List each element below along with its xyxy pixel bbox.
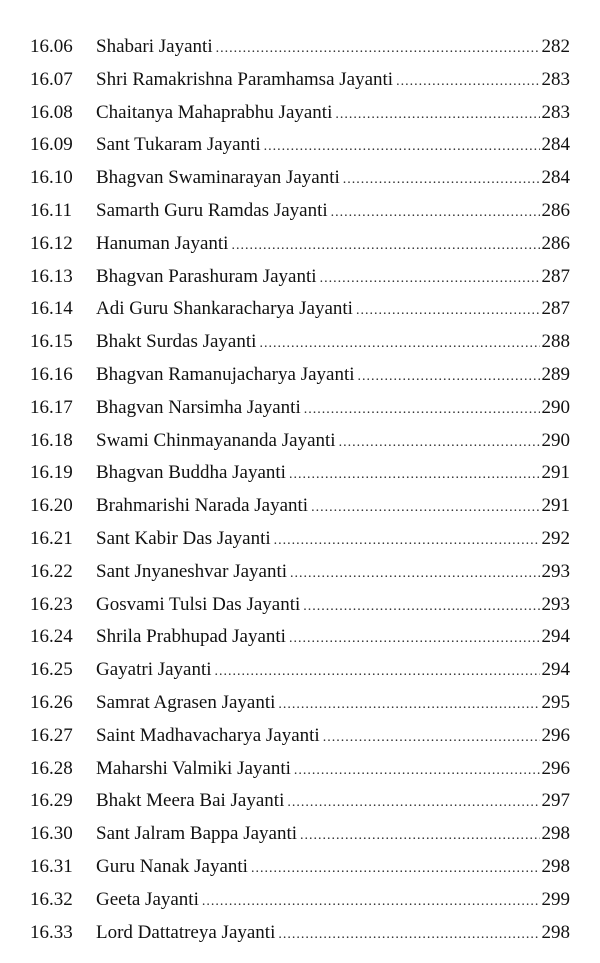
toc-entry: [30, 621, 570, 654]
section-title: Bhakt Surdas Jayanti: [96, 331, 257, 353]
section-title: Shabari Jayanti: [96, 36, 213, 57]
toc-entry: [30, 64, 570, 97]
section-number: 16.15: [30, 331, 73, 353]
section-title: Samarth Guru Ramdas Jayanti: [96, 199, 328, 221]
toc-entry: [30, 359, 570, 392]
page-number: 290: [541, 396, 570, 418]
leader-dots: [289, 459, 540, 492]
section-title: Hanuman Jayanti: [96, 232, 229, 254]
section-number: 16.16: [30, 363, 73, 385]
toc-entry: [30, 457, 570, 490]
toc-entry: [30, 785, 570, 818]
section-number: 16.07: [30, 68, 73, 90]
page-number: 295: [541, 691, 570, 713]
leader-dots: [289, 623, 540, 656]
leader-dots: [278, 689, 539, 722]
section-title: Geeta Jayanti: [96, 888, 199, 910]
section-number: 16.29: [30, 790, 73, 812]
page-number: 287: [541, 298, 570, 320]
page-number: 289: [541, 363, 570, 385]
section-title: Sant Tukaram Jayanti: [96, 134, 261, 156]
leader-dots: [331, 197, 540, 230]
section-title: Gosvami Tulsi Das Jayanti: [96, 593, 301, 615]
leader-dots: [274, 525, 540, 558]
toc-entry: [30, 589, 570, 622]
section-title: Adi Guru Shankaracharya Jayanti: [96, 298, 353, 320]
toc-entry: [30, 917, 570, 950]
page-number: 284: [541, 167, 570, 189]
page-number: 287: [541, 265, 570, 287]
page-number: 293: [541, 560, 570, 582]
toc-entry: [30, 162, 570, 195]
page-number: 291: [541, 462, 570, 484]
section-number: 16.31: [30, 855, 73, 877]
section-title: Bhagvan Narsimha Jayanti: [96, 396, 301, 418]
section-number: 16.32: [30, 888, 73, 910]
toc-entry: [30, 654, 570, 687]
page-number: 297: [541, 790, 570, 812]
section-number: 16.25: [30, 659, 73, 681]
section-number: 16.20: [30, 495, 73, 517]
table-of-contents: [30, 31, 570, 949]
page-number: 299: [541, 888, 570, 910]
section-number: 16.28: [30, 757, 73, 779]
leader-dots: [216, 33, 540, 66]
page-number: 298: [541, 823, 570, 845]
leader-dots: [339, 427, 540, 460]
section-number: 16.21: [30, 527, 73, 549]
leader-dots: [396, 66, 539, 99]
toc-entry: [30, 523, 570, 556]
section-title: Sant Jnyaneshvar Jayanti: [96, 560, 288, 582]
page-number: 286: [541, 199, 570, 221]
page-number: 293: [541, 593, 570, 615]
section-title: Shri Ramakrishna Paramhamsa Jayanti: [96, 68, 394, 90]
section-number: 16.30: [30, 823, 73, 845]
toc-entry: [30, 490, 570, 523]
leader-dots: [259, 328, 539, 361]
section-number: 16.24: [30, 626, 73, 648]
page-number: 283: [541, 101, 570, 123]
leader-dots: [264, 131, 540, 164]
section-number: 16.18: [30, 429, 73, 451]
leader-dots: [231, 230, 539, 263]
section-title: Bhakt Meera Bai Jayanti: [96, 790, 285, 812]
leader-dots: [343, 164, 540, 197]
section-title: Saint Madhavacharya Jayanti: [96, 724, 320, 746]
page-number: 290: [541, 429, 570, 451]
page-number: 296: [541, 724, 570, 746]
leader-dots: [323, 722, 540, 755]
section-number: 16.06: [30, 36, 73, 57]
section-title: Bhagvan Ramanujacharya Jayanti: [96, 363, 355, 385]
section-number: 16.19: [30, 462, 73, 484]
section-title: Bhagvan Buddha Jayanti: [96, 462, 286, 484]
section-number: 16.22: [30, 560, 73, 582]
toc-entry: [30, 851, 570, 884]
leader-dots: [287, 787, 539, 820]
leader-dots: [311, 492, 539, 525]
section-title: Samrat Agrasen Jayanti: [96, 691, 276, 713]
leader-dots: [294, 755, 540, 788]
toc-entry: [30, 818, 570, 851]
section-number: 16.33: [30, 921, 73, 943]
section-title: Chaitanya Mahaprabhu Jayanti: [96, 101, 333, 123]
section-title: Sant Kabir Das Jayanti: [96, 527, 271, 549]
section-number: 16.13: [30, 265, 73, 287]
section-title: Swami Chinmayananda Jayanti: [96, 429, 336, 451]
leader-dots: [304, 394, 540, 427]
toc-entry: [30, 884, 570, 917]
section-number: 16.26: [30, 691, 73, 713]
section-number: 16.08: [30, 101, 73, 123]
toc-entry: [30, 195, 570, 228]
section-number: 16.11: [30, 199, 73, 221]
section-number: 16.12: [30, 232, 73, 254]
leader-dots: [215, 656, 540, 689]
toc-entry: [30, 228, 570, 261]
toc-entry: [30, 261, 570, 294]
toc-entry: [30, 753, 570, 786]
toc-entry: [30, 392, 570, 425]
section-title: Bhagvan Parashuram Jayanti: [96, 265, 317, 287]
page-number: 292: [541, 527, 570, 549]
section-number: 16.14: [30, 298, 73, 320]
page-number: 286: [541, 232, 570, 254]
leader-dots: [356, 295, 540, 328]
section-title: Guru Nanak Jayanti: [96, 855, 248, 877]
page-number: 298: [541, 921, 570, 943]
section-number: 16.17: [30, 396, 73, 418]
section-number: 16.27: [30, 724, 73, 746]
section-title: Sant Jalram Bappa Jayanti: [96, 823, 298, 845]
page-number: 291: [541, 495, 570, 517]
page-number: 288: [541, 331, 570, 353]
section-title: Brahmarishi Narada Jayanti: [96, 495, 309, 517]
section-number: 16.23: [30, 593, 73, 615]
toc-entry: [30, 687, 570, 720]
toc-entry: [30, 556, 570, 589]
leader-dots: [278, 919, 539, 952]
section-number: 16.09: [30, 134, 73, 156]
toc-entry: [30, 326, 570, 359]
leader-dots: [303, 591, 539, 624]
section-title: Shrila Prabhupad Jayanti: [96, 626, 286, 648]
toc-entry: [30, 720, 570, 753]
page-number: 294: [541, 626, 570, 648]
section-title: Maharshi Valmiki Jayanti: [96, 757, 291, 779]
page-number: 283: [541, 68, 570, 90]
leader-dots: [290, 558, 539, 591]
leader-dots: [335, 99, 539, 132]
toc-entry: [30, 97, 570, 130]
leader-dots: [358, 361, 540, 394]
toc-entry: [30, 293, 570, 326]
section-number: 16.10: [30, 167, 73, 189]
leader-dots: [202, 886, 540, 919]
page-number: 296: [541, 757, 570, 779]
leader-dots: [320, 263, 540, 296]
leader-dots: [300, 820, 539, 853]
toc-entry: [30, 425, 570, 458]
page-number: 282: [541, 36, 570, 57]
leader-dots: [251, 853, 540, 886]
page-number: 284: [541, 134, 570, 156]
section-title: Gayatri Jayanti: [96, 659, 212, 681]
page-number: 294: [541, 659, 570, 681]
section-title: Lord Dattatreya Jayanti: [96, 921, 276, 943]
toc-entry: [30, 129, 570, 162]
toc-entry: [30, 31, 570, 64]
section-title: Bhagvan Swaminarayan Jayanti: [96, 167, 340, 189]
page-number: 298: [541, 855, 570, 877]
